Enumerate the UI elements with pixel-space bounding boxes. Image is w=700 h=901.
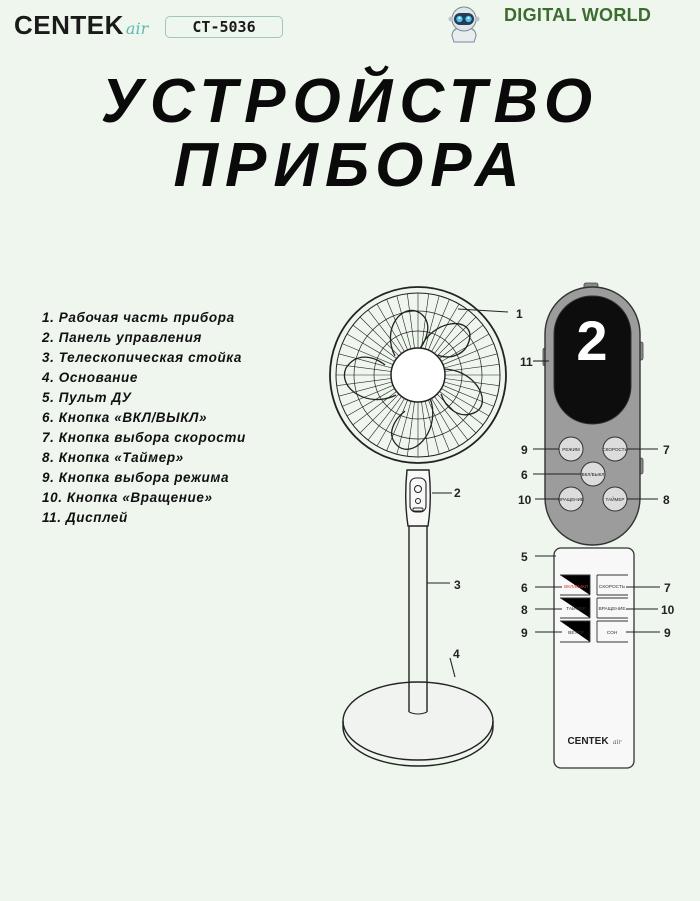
legend-item: 3. Телескопическая стойка	[42, 350, 243, 365]
grill-spoke	[432, 398, 460, 446]
partner-name: DIGITAL WORLD	[504, 5, 652, 25]
legend-item: 1. Рабочая часть прибора	[42, 310, 235, 325]
page-title-line-2: ПРИБОРА	[173, 131, 527, 200]
legend-item: 7. Кнопка выбора скорости	[42, 430, 246, 445]
legend-item: 6. Кнопка «ВКЛ/ВЫКЛ»	[42, 410, 208, 425]
grill-spoke	[434, 396, 468, 440]
callout-11: 11	[520, 355, 533, 369]
remote-button-power[interactable]: ВКЛ/ВЫКЛ	[564, 585, 588, 590]
remote-brand-suffix: air	[613, 739, 622, 746]
panel-button-power-label: ВКЛ/ВЫКЛ	[581, 472, 605, 477]
grill-spoke	[368, 310, 402, 354]
grill-spoke	[439, 391, 483, 425]
callout-1: 1	[516, 307, 523, 321]
callout-8-remote: 8	[521, 603, 528, 617]
panel-button-mode-label: РЕЖИМ	[562, 447, 580, 452]
callout-6-panel: 6	[521, 468, 528, 482]
grill-spoke	[434, 310, 468, 354]
fan-head	[330, 287, 506, 463]
remote-brand: CENTEK	[567, 736, 609, 747]
fan-control-panel	[406, 470, 431, 526]
panel-button-speed-label: СКОРОСТЬ	[602, 447, 628, 452]
remote-button-rotation[interactable]: ВРАЩЕНИЕ	[598, 607, 626, 612]
control-panel-closeup	[533, 283, 658, 545]
legend-item: 9. Кнопка выбора режима	[42, 470, 230, 485]
remote-button-sleep[interactable]: СОН	[606, 631, 618, 636]
legend-item: 4. Основание	[42, 370, 139, 385]
remote-button-wind[interactable]: ВЕТЕР	[568, 631, 584, 636]
callout-2: 2	[454, 486, 461, 500]
remote-button-speed[interactable]: СКОРОСТЬ	[598, 585, 626, 590]
legend-item: 2. Панель управления	[42, 330, 202, 345]
callout-6-remote: 6	[521, 581, 528, 595]
panel-button-power[interactable]	[581, 462, 605, 486]
callout-9-remote-left: 9	[521, 626, 528, 640]
page-title-line-1: УСТРОЙСТВО	[100, 67, 600, 136]
panel-button-rotation[interactable]	[558, 487, 584, 511]
callout-10-panel: 10	[518, 493, 532, 507]
display-digit: 2	[576, 309, 608, 372]
brand-suffix: air	[125, 19, 149, 38]
legend-item: 5. Пульт ДУ	[42, 390, 132, 405]
legend-item: 10. Кнопка «Вращение»	[42, 490, 213, 505]
fan-base	[343, 682, 493, 766]
fan-illustration	[330, 287, 508, 766]
legend-item: 8. Кнопка «Таймер»	[42, 450, 184, 465]
remote-control	[535, 548, 660, 768]
remote-button-timer[interactable]: ТАЙМЕР	[566, 607, 586, 612]
model-number: CT-5036	[165, 16, 283, 38]
grill-spoke	[439, 325, 483, 359]
callout-9-panel: 9	[521, 443, 528, 457]
legend-item: 11. Дисплей	[42, 510, 128, 525]
panel-button-timer-label: ТАЙМЕР	[605, 497, 625, 502]
panel-button-timer[interactable]	[603, 487, 627, 511]
grill-spoke	[368, 396, 402, 440]
callout-4: 4	[453, 647, 460, 661]
callout-8-panel: 8	[663, 493, 670, 507]
panel-button-rotation-label: ВРАЩЕНИЕ	[558, 497, 584, 502]
callout-3: 3	[454, 578, 461, 592]
panel-button-mode[interactable]	[559, 437, 583, 461]
brand-name: CENTEK	[14, 10, 124, 40]
grill-spoke	[377, 398, 405, 446]
callout-7-remote: 7	[664, 581, 671, 595]
grill-spoke	[432, 304, 460, 352]
callout-5: 5	[521, 550, 528, 564]
callout-7-panel: 7	[663, 443, 670, 457]
callout-10-remote: 10	[661, 603, 675, 617]
grill-spoke	[353, 391, 397, 425]
callout-9-remote-right: 9	[664, 626, 671, 640]
panel-button-speed[interactable]	[602, 437, 627, 461]
